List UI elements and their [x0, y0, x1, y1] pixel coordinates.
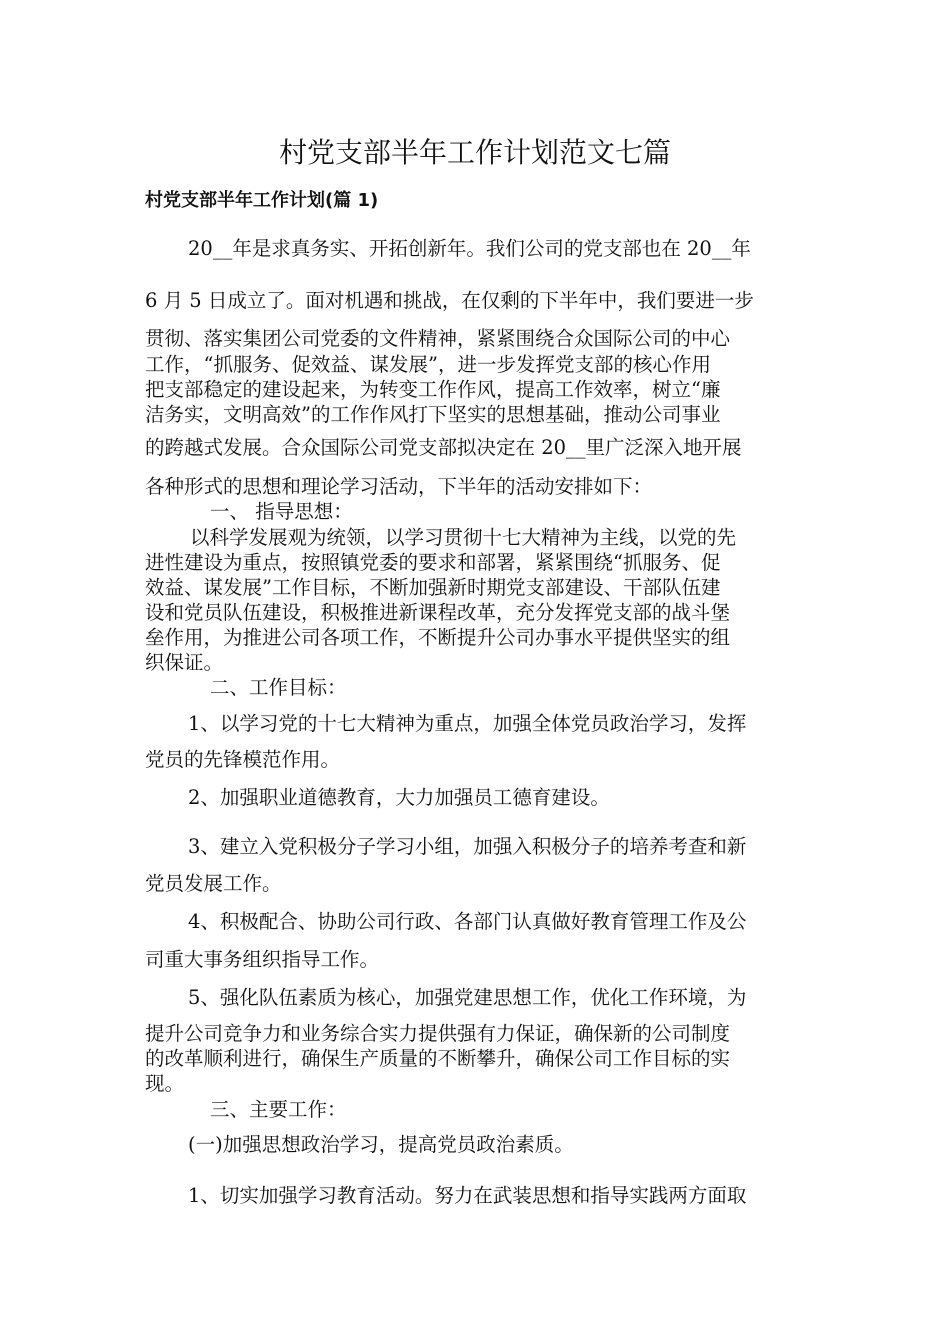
section-heading: 村党支部半年工作计划(篇 1): [145, 190, 379, 211]
body-line: 党员发展工作。: [145, 872, 282, 895]
document-title: 村党支部半年工作计划范文七篇: [278, 136, 671, 169]
body-line: 洁务实，文明高效”的工作作风打下坚实的思想基础，推动公司事业: [145, 403, 721, 426]
body-line: 6 月 5 日成立了。面对机遇和挑战，在仅剩的下半年中，我们要进一步: [145, 289, 754, 312]
section-heading-work-goals: 二、工作目标：: [210, 676, 347, 699]
body-line: 司重大事务组织指导工作。: [145, 948, 380, 971]
body-line: (一)加强思想政治学习，提高党员政治素质。: [188, 1133, 574, 1156]
body-line: 设和党员队伍建设，积极推进新课程改革，充分发挥党支部的战斗堡: [145, 601, 731, 624]
body-line: 5、强化队伍素质为核心，加强党建思想工作，优化工作环境，为: [188, 986, 747, 1009]
body-line: 提升公司竞争力和业务综合实力提供强有力保证，确保新的公司制度: [145, 1022, 731, 1045]
body-line: 党员的先锋模范作用。: [145, 748, 341, 771]
body-line: 工作，“抓服务、促效益、谋发展”，进一步发挥党支部的核心作用: [145, 353, 711, 376]
body-line: 进性建设为重点，按照镇党委的要求和部署，紧紧围绕“抓服务、促: [145, 551, 721, 574]
body-line: 把支部稳定的建设起来，为转变工作作风，提高工作效率，树立“廉: [145, 378, 721, 401]
body-line: 2、加强职业道德教育，大力加强员工德育建设。: [188, 786, 610, 809]
body-line: 1、切实加强学习教育活动。努力在武装思想和指导实践两方面取: [188, 1184, 747, 1207]
body-line: 20__年是求真务实、开拓创新年。我们公司的党支部也在 20__年: [188, 237, 751, 260]
body-line: 1、以学习党的十七大精神为重点，加强全体党员政治学习，发挥: [188, 712, 747, 735]
body-line: 4、积极配合、协助公司行政、各部门认真做好教育管理工作及公: [188, 910, 747, 933]
body-line: 织保证。: [145, 651, 224, 674]
body-line: 效益、谋发展”工作目标，不断加强新时期党支部建设、干部队伍建: [145, 576, 721, 599]
body-line: 以科学发展观为统领，以学习贯彻十七大精神为主线，以党的先: [190, 526, 737, 549]
section-heading-guiding-ideology: 一、 指导思想：: [210, 500, 353, 523]
body-line: 3、建立入党积极分子学习小组，加强入积极分子的培养考查和新: [188, 835, 747, 858]
body-line: 各种形式的思想和理论学习活动，下半年的活动安排如下：: [145, 475, 653, 498]
section-heading-main-work: 三、主要工作：: [210, 1098, 347, 1121]
body-line: 现。: [145, 1072, 185, 1095]
body-line: 贯彻、落实集团公司党委的文件精神，紧紧围绕合众国际公司的中心: [145, 327, 731, 350]
body-line: 的改革顺利进行，确保生产质量的不断攀升，确保公司工作目标的实: [145, 1047, 731, 1070]
body-line: 的跨越式发展。合众国际公司党支部拟决定在 20__里广泛深入地开展: [145, 436, 742, 459]
body-line: 垒作用，为推进公司各项工作，不断提升公司办事水平提供坚实的组: [145, 626, 731, 649]
